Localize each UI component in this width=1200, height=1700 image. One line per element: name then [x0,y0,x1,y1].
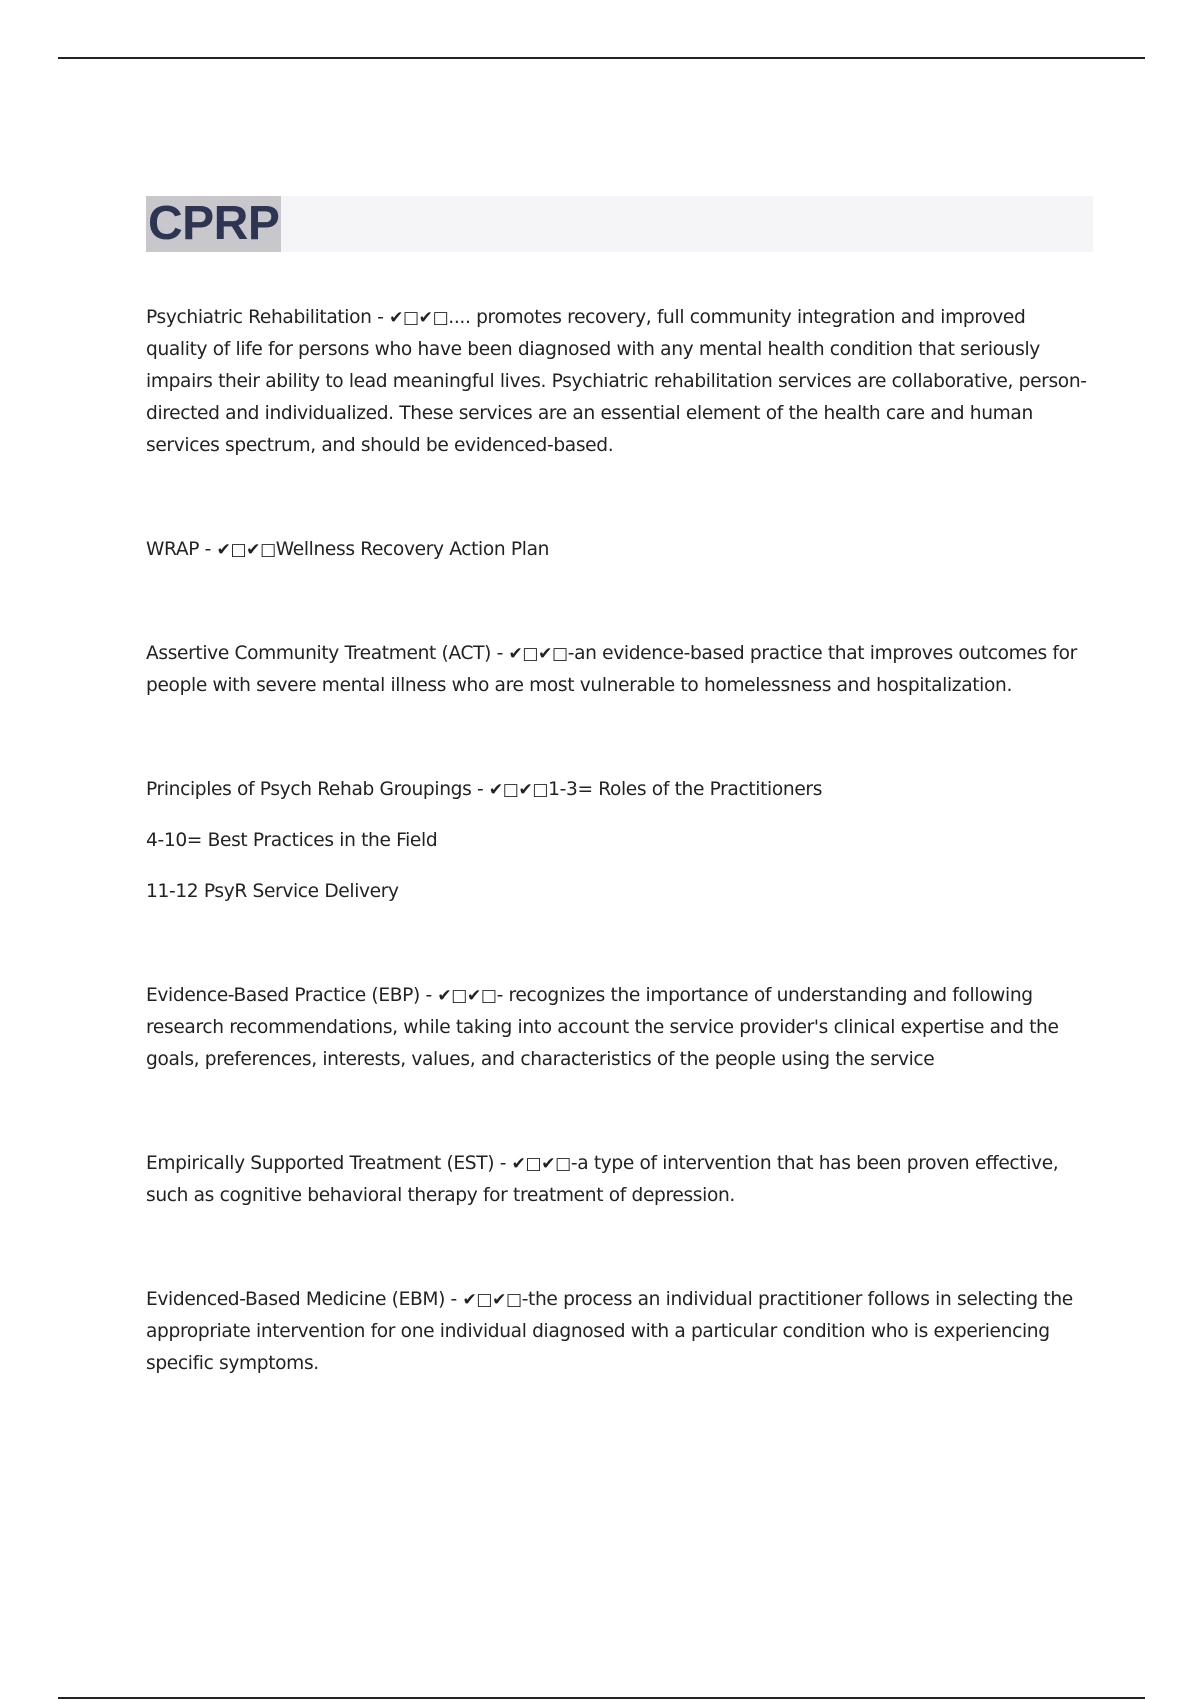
check-mark-icon: ✔□✔□ [508,644,568,664]
flashcard-entry [146,1284,1091,1380]
header-rule [58,57,1145,59]
entry-text [146,1148,1091,1212]
flashcard-entry [146,534,1091,566]
entry-separator: - [491,643,509,664]
entry-definition: -the process an individual practitioner follows in selecting the appropriate intervention for one individual diagnosed with a particular condition who is experiencing specific symptoms. [146,1289,1073,1374]
entry-text [146,1284,1091,1380]
check-mark-icon: ✔□✔□ [488,780,549,800]
entry-definition: Wellness Recovery Action Plan [275,539,550,560]
entry-separator: - [419,985,438,1006]
title-highlight [146,196,281,252]
entry-separator: - [371,307,390,328]
entry-text [146,534,1091,566]
entry-term: Empirically Supported Treatment (EST) [146,1153,495,1174]
entry-term: Principles of Psych Rehab Groupings [146,779,472,800]
entry-extra-line: 4-10= Best Practices in the Field [146,830,438,851]
entry-term: Evidenced-Based Medicine (EBM) [146,1289,445,1310]
document-body [146,302,1091,1452]
entry-text [146,302,1091,462]
entry-separator: - [494,1153,512,1174]
flashcard-entry [146,638,1091,702]
entry-term: Evidence-Based Practice (EBP) [146,985,420,1006]
entry-definition: 1-3= Roles of the Practitioners [548,779,823,800]
document-title: CPRP [148,197,280,250]
check-mark-icon: ✔□✔□ [216,540,276,560]
flashcard-entry [146,302,1091,462]
entry-text [146,774,1091,806]
check-mark-icon: ✔□✔□ [389,308,449,328]
entry-definition: .... promotes recovery, full community integration and improved quality of life for persons who have been diagnosed with any mental health condition that seriously impairs their ability to lead meaningful lives. Psychiatric rehabilitation services are collaborative, person-directed and individualized. These services are an essential element of the health care and human services spectrum, and should be evidenced-based. [146,307,1087,456]
flashcard-entry [146,774,1091,908]
entry-text [146,980,1091,1076]
entry-separator: - [471,779,489,800]
entry-definition: - recognizes the importance of understanding and following research recommendations, while taking into account the service provider's clinical expertise and the goals, preferences, interests, values, and characteristics of the people using the service [146,985,1059,1070]
entry-extra-line: 11-12 PsyR Service Delivery [146,881,399,902]
check-mark-icon: ✔□✔□ [462,1290,522,1310]
entry-definition: -a type of intervention that has been proven effective, such as cognitive behavioral therapy for treatment of depression. [146,1153,1059,1206]
footer-rule [58,1697,1145,1699]
check-mark-icon: ✔□✔□ [511,1154,571,1174]
entry-separator: - [444,1289,463,1310]
flashcard-entry [146,980,1091,1076]
entry-term: WRAP [146,539,200,560]
entry-separator: - [199,539,217,560]
check-mark-icon: ✔□✔□ [437,986,497,1006]
entry-term: Assertive Community Treatment (ACT) [146,643,492,664]
entry-term: Psychiatric Rehabilitation [146,307,372,328]
entry-definition: -an evidence-based practice that improves outcomes for people with severe mental illness who are most vulnerable to homelessness and hospitalization. [146,643,1077,696]
flashcard-entry [146,1148,1091,1212]
title-banner [146,196,1093,252]
entry-text [146,638,1091,702]
